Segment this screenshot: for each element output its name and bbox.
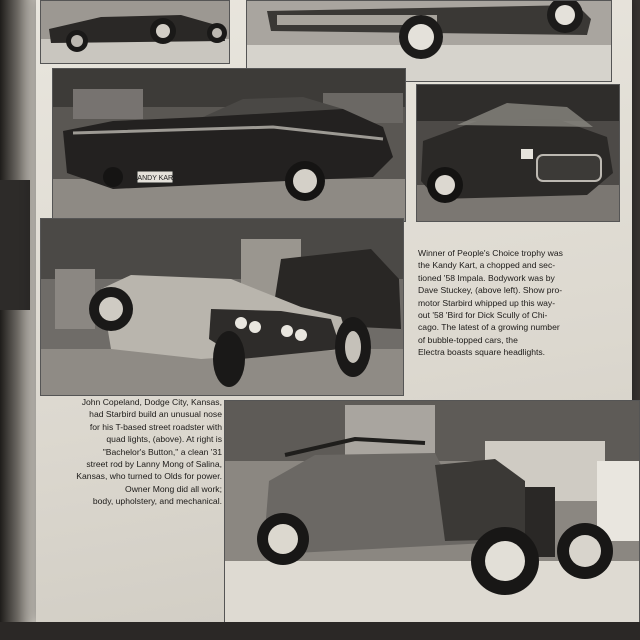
- left-page-dark-patch: [0, 180, 30, 310]
- photo-electra-bubble-top: [416, 84, 620, 222]
- impala-license-plate: KANDY KART: [132, 175, 178, 182]
- photo-top-left-car: [40, 0, 230, 64]
- caption-copeland-mong: John Copeland, Dodge City, Kansas, had Starbird build an unusual nose for his T-based street roadster with quad lights, (above). At right is "Bachelor's Button," a clean '31 street rod by Lanny Mong of Salina, Kansas, who turned to Olds for power. Owner Mong did all work; body, upholstery, and mechanical.: [76, 397, 222, 507]
- caption-kandy-kart-electra: Winner of People's Choice trophy was the Kandy Kart, a chopped and sec- tioned '58 Impala. Bodywork was by Dave Stuckey, (above left). Show pro- motor Starbird whipped up this way- out '58 'Bird for Dick Scully of Chi- cago. The latest of a growing number of bubble-topped cars, the Electra boasts square headlights.: [418, 248, 563, 358]
- photo-bachelors-button-roadster: [224, 400, 640, 624]
- photo-t-roadster: [40, 218, 404, 396]
- table-surface: [0, 622, 640, 640]
- photo-kandy-kart-impala: [52, 68, 406, 222]
- left-page-edge: [0, 0, 40, 640]
